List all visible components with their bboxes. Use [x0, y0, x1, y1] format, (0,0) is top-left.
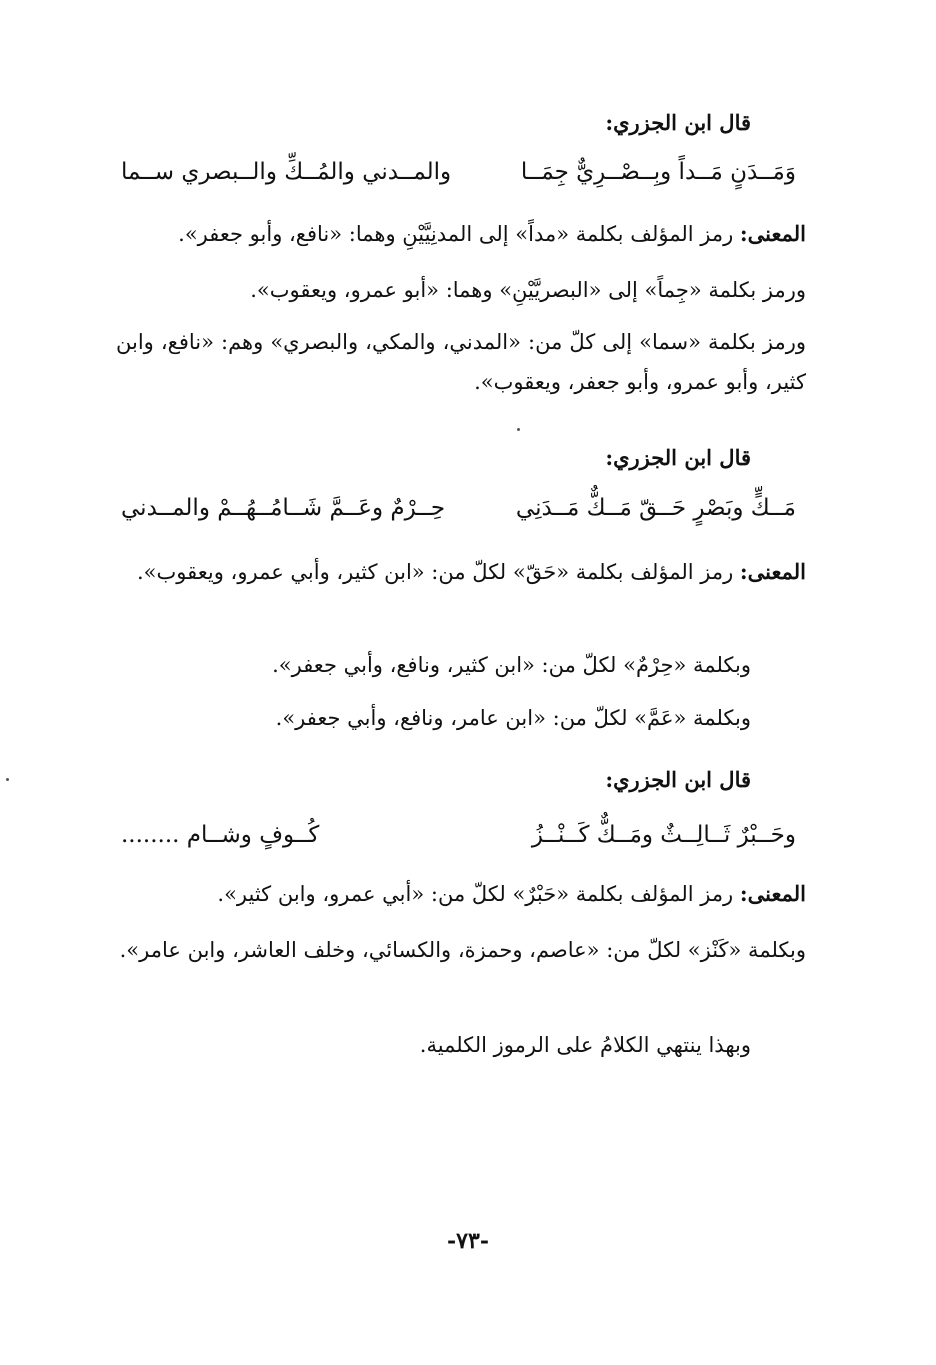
scan-speck: [517, 428, 520, 431]
section-3-verse: [0, 815, 936, 855]
meaning-label: المعنى:: [739, 881, 806, 906]
verse-first-hemistich: وَمَــدَنٍ مَــداً وبِــصْــرِيٌّ جِمَــا: [520, 159, 796, 185]
section-2-verse: [0, 488, 936, 528]
section-2-meaning: [116, 552, 806, 592]
section-3-line-3: وبهذا ينتهي الكلامُ على الرموز الكلمية.: [419, 1033, 751, 1057]
section-1-line-2: ورمز بكلمة «جِماً» إلى «البصريَّيْنِ» وهما: «أبو عمرو، ويعقوب».: [250, 278, 806, 302]
meaning-label: المعنى:: [739, 559, 806, 584]
section-3-line-2: وبكلمة «كَنْز» لكلّ من: «عاصم، وحمزة، والكسائي، وخلف العاشر، وابن عامر».: [119, 938, 806, 962]
page-number: -٧٣-: [447, 1228, 489, 1254]
section-2-heading: قال ابن الجزري:: [605, 445, 751, 470]
section-1-line-3: ورمز بكلمة «سما» إلى كلّ من: «المدني، والمكي، والبصري» وهم: «نافع، وابن كثير، وأبو عمرو، وأبو جعفر، ويعقوب».: [116, 330, 806, 394]
section-1-meaning: [116, 214, 806, 254]
section-3-meaning: [116, 874, 806, 914]
section-2-line-3: وبكلمة «عَمَّ» لكلّ من: «ابن عامر، ونافع، وأبي جعفر».: [275, 706, 751, 730]
section-1-heading: قال ابن الجزري:: [605, 110, 751, 135]
verse-second-hemistich: حِــرْمٌ وعَــمَّ شَــامُــهُــمْ والمــدني: [121, 495, 446, 521]
verse-second-hemistich: كُــوفٍ وشــام ........: [121, 822, 320, 848]
verse-first-hemistich: وحَــبْرٌ ثَــالِــثٌ ومَــكٌّ كَــنْــزُ: [531, 822, 796, 848]
section-3-heading: قال ابن الجزري:: [605, 767, 751, 792]
verse-second-hemistich: والمــدني والمُــكِّ والــبصري ســما: [121, 159, 452, 185]
scan-speck: [6, 778, 9, 781]
meaning-label: المعنى:: [739, 221, 806, 246]
meaning-text: رمز المؤلف بكلمة «مداً» إلى المدنِيَّيْنِ وهما: «نافع، وأبو جعفر».: [178, 222, 740, 246]
section-2-line-2: وبكلمة «حِرْمٌ» لكلّ من: «ابن كثير، ونافع، وأبي جعفر».: [272, 653, 751, 677]
meaning-text: رمز المؤلف بكلمة «حَبْرٌ» لكلّ من: «أبي عمرو، وابن كثير».: [217, 882, 740, 906]
meaning-text: رمز المؤلف بكلمة «حَقّ» لكلّ من: «ابن كثير، وأبي عمرو، ويعقوب».: [137, 560, 740, 584]
verse-first-hemistich: مَــكٍّ وبَصْرٍ حَــقّ مَــكٌّ مَــدَنِي: [515, 495, 796, 521]
section-1-verse: [0, 152, 936, 192]
